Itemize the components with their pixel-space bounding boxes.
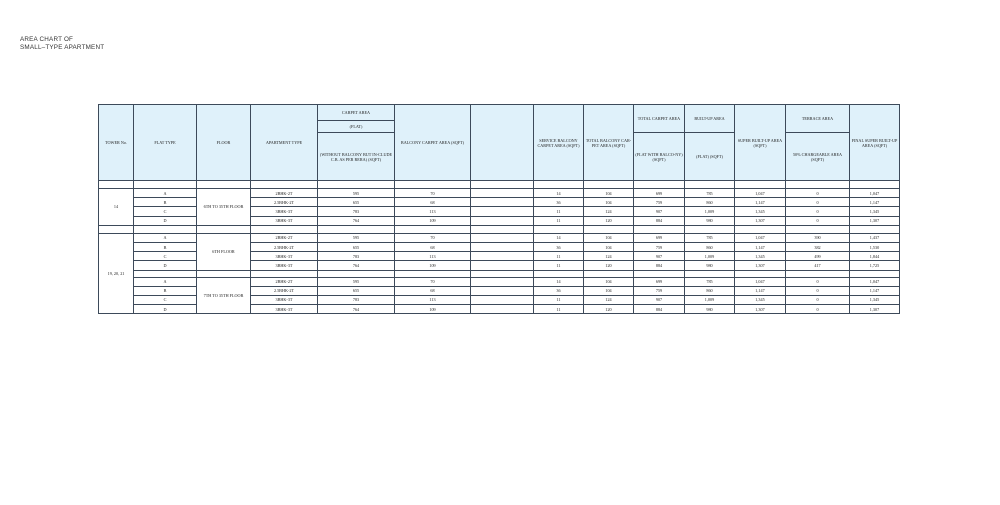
apartment-type-cell: 3BHK-3T bbox=[251, 252, 318, 261]
empty-cell bbox=[850, 270, 900, 277]
flat-type-cell: A bbox=[134, 277, 197, 286]
balcony-carpet-area-cell: 68 bbox=[395, 242, 471, 251]
balcony-carpet-area-cell: 70 bbox=[395, 233, 471, 242]
super-built-up-area-cell: 1,345 bbox=[735, 295, 786, 304]
empty-cell bbox=[197, 270, 251, 277]
carpet-area-cell: 783 bbox=[318, 207, 395, 216]
terrace-area-cell: 0 bbox=[786, 277, 850, 286]
header-apartment-type: APARTMENT TYPE bbox=[251, 105, 318, 181]
header-floor: FLOOR bbox=[197, 105, 251, 181]
super-built-up-area-cell: 1,307 bbox=[735, 216, 786, 225]
apartment-type-cell: 2BHK-2T bbox=[251, 189, 318, 198]
apartment-type-cell: 2BHK-2T bbox=[251, 233, 318, 242]
built-up-area-cell: 980 bbox=[685, 216, 735, 225]
final-super-built-up-area-cell: 1,147 bbox=[850, 198, 900, 207]
table-header bbox=[99, 105, 900, 181]
balcony-carpet-area-cell: 109 bbox=[395, 216, 471, 225]
built-up-area-cell: 1,009 bbox=[685, 252, 735, 261]
header-built-up-note: (FLAT) (SQFT) bbox=[685, 133, 735, 181]
page-title-line-1: AREA CHART OF bbox=[20, 36, 74, 43]
blank-cell bbox=[471, 189, 534, 198]
built-up-area-cell: 785 bbox=[685, 189, 735, 198]
terrace-area-cell: 0 bbox=[786, 198, 850, 207]
built-up-area-cell: 785 bbox=[685, 277, 735, 286]
empty-cell bbox=[850, 181, 900, 189]
total-carpet-area-cell: 907 bbox=[634, 207, 685, 216]
empty-cell bbox=[786, 270, 850, 277]
empty-cell bbox=[318, 270, 395, 277]
empty-cell bbox=[134, 181, 197, 189]
terrace-area-cell: 0 bbox=[786, 189, 850, 198]
final-super-built-up-area-cell: 1,844 bbox=[850, 252, 900, 261]
empty-cell bbox=[786, 225, 850, 233]
balcony-carpet-area-cell: 70 bbox=[395, 189, 471, 198]
blank-cell bbox=[471, 233, 534, 242]
empty-cell bbox=[634, 270, 685, 277]
balcony-carpet-area-cell: 109 bbox=[395, 261, 471, 270]
flat-type-cell: A bbox=[134, 189, 197, 198]
floor-cell: 6TH TO 35TH FLOOR bbox=[197, 189, 251, 226]
total-carpet-area-cell: 699 bbox=[634, 233, 685, 242]
empty-cell bbox=[471, 270, 534, 277]
built-up-area-cell: 980 bbox=[685, 305, 735, 314]
flat-type-cell: C bbox=[134, 252, 197, 261]
empty-cell bbox=[735, 225, 786, 233]
final-super-built-up-area-cell: 1,047 bbox=[850, 189, 900, 198]
table-body bbox=[99, 181, 900, 314]
flat-type-cell: C bbox=[134, 207, 197, 216]
empty-cell bbox=[735, 270, 786, 277]
service-balcony-cell: 11 bbox=[534, 216, 584, 225]
built-up-area-cell: 1,009 bbox=[685, 207, 735, 216]
total-carpet-area-cell: 759 bbox=[634, 198, 685, 207]
blank-cell bbox=[471, 295, 534, 304]
table-row bbox=[99, 189, 900, 198]
empty-cell bbox=[251, 225, 318, 233]
empty-cell bbox=[584, 270, 634, 277]
service-balcony-cell: 11 bbox=[534, 261, 584, 270]
terrace-area-cell: 417 bbox=[786, 261, 850, 270]
empty-cell bbox=[318, 181, 395, 189]
blank-cell bbox=[471, 198, 534, 207]
flat-type-cell: B bbox=[134, 242, 197, 251]
blank-cell bbox=[471, 207, 534, 216]
balcony-carpet-area-cell: 113 bbox=[395, 252, 471, 261]
blank-cell bbox=[471, 305, 534, 314]
blank-cell bbox=[471, 286, 534, 295]
header-carpet-flat: (FLAT) bbox=[318, 121, 395, 133]
carpet-area-cell: 764 bbox=[318, 305, 395, 314]
blank-cell bbox=[471, 216, 534, 225]
flat-type-cell: D bbox=[134, 216, 197, 225]
empty-cell bbox=[534, 270, 584, 277]
super-built-up-area-cell: 1,147 bbox=[735, 198, 786, 207]
blank-cell bbox=[471, 277, 534, 286]
super-built-up-area-cell: 1,345 bbox=[735, 207, 786, 216]
terrace-area-cell: 382 bbox=[786, 242, 850, 251]
service-balcony-cell: 36 bbox=[534, 286, 584, 295]
header-tower-no: TOWER No. bbox=[99, 105, 134, 181]
empty-cell bbox=[251, 270, 318, 277]
header-carpet-note: (WITHOUT BALCONY BUT IN-CLUDE C.B. AS PER RERA) (SQFT) bbox=[318, 133, 395, 181]
empty-cell bbox=[99, 225, 134, 233]
apartment-type-cell: 3BHK-3T bbox=[251, 261, 318, 270]
flat-type-cell: B bbox=[134, 198, 197, 207]
empty-cell bbox=[534, 181, 584, 189]
page-title-line-2: SMALL–TYPE APARTMENT bbox=[20, 43, 105, 51]
flat-type-cell: D bbox=[134, 261, 197, 270]
flat-type-cell: D bbox=[134, 305, 197, 314]
flat-type-cell: C bbox=[134, 295, 197, 304]
balcony-carpet-area-cell: 109 bbox=[395, 305, 471, 314]
total-balcony-cell: 124 bbox=[584, 252, 634, 261]
built-up-area-cell: 860 bbox=[685, 198, 735, 207]
empty-cell bbox=[395, 270, 471, 277]
empty-cell bbox=[685, 225, 735, 233]
built-up-area-cell: 860 bbox=[685, 286, 735, 295]
total-carpet-area-cell: 884 bbox=[634, 261, 685, 270]
apartment-type-cell: 3BHK-3T bbox=[251, 305, 318, 314]
table-row bbox=[99, 277, 900, 286]
total-balcony-cell: 104 bbox=[584, 198, 634, 207]
carpet-area-cell: 764 bbox=[318, 261, 395, 270]
apartment-type-cell: 2.5BHK-2T bbox=[251, 242, 318, 251]
empty-cell bbox=[395, 225, 471, 233]
header-terrace-note: 50% CHARGEABLE AREA (SQFT) bbox=[786, 133, 850, 181]
final-super-built-up-area-cell: 1,147 bbox=[850, 286, 900, 295]
header-blank bbox=[471, 105, 534, 181]
apartment-type-cell: 3BHK-3T bbox=[251, 216, 318, 225]
empty-cell bbox=[318, 225, 395, 233]
header-final-super-built-up-area: FINAL SUPER BUILT-UP AREA (SQFT) bbox=[850, 105, 900, 181]
total-balcony-cell: 104 bbox=[584, 233, 634, 242]
flat-type-cell: A bbox=[134, 233, 197, 242]
tower-no-cell: 14 bbox=[99, 189, 134, 226]
empty-cell bbox=[197, 181, 251, 189]
final-super-built-up-area-cell: 1,725 bbox=[850, 261, 900, 270]
floor-cell: 6TH FLOOR bbox=[197, 233, 251, 270]
empty-cell bbox=[534, 225, 584, 233]
total-balcony-cell: 104 bbox=[584, 286, 634, 295]
blank-cell bbox=[471, 252, 534, 261]
total-balcony-cell: 120 bbox=[584, 305, 634, 314]
empty-cell bbox=[471, 181, 534, 189]
apartment-type-cell: 2BHK-2T bbox=[251, 277, 318, 286]
carpet-area-cell: 655 bbox=[318, 286, 395, 295]
apartment-type-cell: 3BHK-3T bbox=[251, 295, 318, 304]
tower-no-cell: 19, 20, 21 bbox=[99, 233, 134, 314]
header-carpet-area: CARPET AREA bbox=[318, 105, 395, 121]
built-up-area-cell: 860 bbox=[685, 242, 735, 251]
empty-cell bbox=[634, 225, 685, 233]
carpet-area-cell: 655 bbox=[318, 242, 395, 251]
final-super-built-up-area-cell: 1,307 bbox=[850, 305, 900, 314]
carpet-area-cell: 764 bbox=[318, 216, 395, 225]
total-carpet-area-cell: 699 bbox=[634, 189, 685, 198]
final-super-built-up-area-cell: 1,047 bbox=[850, 277, 900, 286]
floor-cell: 7TH TO 35TH FLOOR bbox=[197, 277, 251, 314]
super-built-up-area-cell: 1,047 bbox=[735, 277, 786, 286]
final-super-built-up-area-cell: 1,345 bbox=[850, 207, 900, 216]
apartment-type-cell: 2.5BHK-2T bbox=[251, 286, 318, 295]
service-balcony-cell: 11 bbox=[534, 207, 584, 216]
header-super-built-up-area: SUPER BUILT-UP AREA (SQFT) bbox=[735, 105, 786, 181]
total-balcony-cell: 120 bbox=[584, 261, 634, 270]
balcony-carpet-area-cell: 70 bbox=[395, 277, 471, 286]
carpet-area-cell: 595 bbox=[318, 277, 395, 286]
empty-cell bbox=[134, 270, 197, 277]
empty-cell bbox=[685, 270, 735, 277]
empty-cell bbox=[197, 225, 251, 233]
service-balcony-cell: 11 bbox=[534, 252, 584, 261]
total-carpet-area-cell: 907 bbox=[634, 295, 685, 304]
spacer-row bbox=[99, 181, 900, 189]
service-balcony-cell: 36 bbox=[534, 242, 584, 251]
service-balcony-cell: 36 bbox=[534, 198, 584, 207]
apartment-type-cell: 3BHK-3T bbox=[251, 207, 318, 216]
sep-row bbox=[99, 270, 900, 277]
super-built-up-area-cell: 1,047 bbox=[735, 233, 786, 242]
empty-cell bbox=[685, 181, 735, 189]
empty-cell bbox=[251, 181, 318, 189]
total-carpet-area-cell: 759 bbox=[634, 242, 685, 251]
carpet-area-cell: 595 bbox=[318, 189, 395, 198]
empty-cell bbox=[395, 181, 471, 189]
flat-type-cell: B bbox=[134, 286, 197, 295]
super-built-up-area-cell: 1,147 bbox=[735, 286, 786, 295]
super-built-up-area-cell: 1,047 bbox=[735, 189, 786, 198]
balcony-carpet-area-cell: 68 bbox=[395, 198, 471, 207]
empty-cell bbox=[634, 181, 685, 189]
service-balcony-cell: 14 bbox=[534, 189, 584, 198]
header-total-carpet-area: TOTAL CARPET AREA bbox=[634, 105, 685, 133]
header-flat-type: FLAT TYPE bbox=[134, 105, 197, 181]
built-up-area-cell: 785 bbox=[685, 233, 735, 242]
balcony-carpet-area-cell: 68 bbox=[395, 286, 471, 295]
header-built-up-area: BUILT-UP AREA bbox=[685, 105, 735, 133]
terrace-area-cell: 0 bbox=[786, 295, 850, 304]
empty-cell bbox=[850, 225, 900, 233]
final-super-built-up-area-cell: 1,437 bbox=[850, 233, 900, 242]
total-balcony-cell: 104 bbox=[584, 189, 634, 198]
super-built-up-area-cell: 1,345 bbox=[735, 252, 786, 261]
header-total-balcony: TOTAL BALCONY CAR-PET AREA (SQFT) bbox=[584, 105, 634, 181]
empty-cell bbox=[99, 181, 134, 189]
service-balcony-cell: 11 bbox=[534, 305, 584, 314]
total-balcony-cell: 120 bbox=[584, 216, 634, 225]
balcony-carpet-area-cell: 113 bbox=[395, 207, 471, 216]
service-balcony-cell: 14 bbox=[534, 233, 584, 242]
total-carpet-area-cell: 759 bbox=[634, 286, 685, 295]
empty-cell bbox=[584, 225, 634, 233]
terrace-area-cell: 0 bbox=[786, 216, 850, 225]
header-total-carpet-note: (FLAT WITH BALCO-NY) (SQFT) bbox=[634, 133, 685, 181]
terrace-area-cell: 390 bbox=[786, 233, 850, 242]
total-balcony-cell: 124 bbox=[584, 295, 634, 304]
total-carpet-area-cell: 884 bbox=[634, 305, 685, 314]
super-built-up-area-cell: 1,307 bbox=[735, 305, 786, 314]
header-balcony-carpet-area: BALCONY CARPET AREA (SQFT) bbox=[395, 105, 471, 181]
total-carpet-area-cell: 907 bbox=[634, 252, 685, 261]
carpet-area-cell: 595 bbox=[318, 233, 395, 242]
service-balcony-cell: 11 bbox=[534, 295, 584, 304]
balcony-carpet-area-cell: 113 bbox=[395, 295, 471, 304]
service-balcony-cell: 14 bbox=[534, 277, 584, 286]
blank-cell bbox=[471, 242, 534, 251]
terrace-area-cell: 0 bbox=[786, 207, 850, 216]
super-built-up-area-cell: 1,307 bbox=[735, 261, 786, 270]
carpet-area-cell: 655 bbox=[318, 198, 395, 207]
table-row bbox=[99, 233, 900, 242]
page-title bbox=[20, 36, 104, 51]
empty-cell bbox=[471, 225, 534, 233]
empty-cell bbox=[584, 181, 634, 189]
terrace-area-cell: 0 bbox=[786, 305, 850, 314]
empty-cell bbox=[735, 181, 786, 189]
final-super-built-up-area-cell: 1,307 bbox=[850, 216, 900, 225]
spacer-row bbox=[99, 225, 900, 233]
carpet-area-cell: 783 bbox=[318, 252, 395, 261]
apartment-type-cell: 2.5BHK-2T bbox=[251, 198, 318, 207]
total-carpet-area-cell: 884 bbox=[634, 216, 685, 225]
final-super-built-up-area-cell: 1,530 bbox=[850, 242, 900, 251]
empty-cell bbox=[786, 181, 850, 189]
empty-cell bbox=[134, 225, 197, 233]
blank-cell bbox=[471, 261, 534, 270]
area-chart-table bbox=[98, 104, 900, 314]
final-super-built-up-area-cell: 1,345 bbox=[850, 295, 900, 304]
total-carpet-area-cell: 699 bbox=[634, 277, 685, 286]
header-terrace-area: TERRACE AREA bbox=[786, 105, 850, 133]
carpet-area-cell: 783 bbox=[318, 295, 395, 304]
header-service-balcony: SERVICE BALCONY CARPET AREA (SQFT) bbox=[534, 105, 584, 181]
terrace-area-cell: 499 bbox=[786, 252, 850, 261]
total-balcony-cell: 104 bbox=[584, 277, 634, 286]
built-up-area-cell: 980 bbox=[685, 261, 735, 270]
total-balcony-cell: 124 bbox=[584, 207, 634, 216]
built-up-area-cell: 1,009 bbox=[685, 295, 735, 304]
total-balcony-cell: 104 bbox=[584, 242, 634, 251]
terrace-area-cell: 0 bbox=[786, 286, 850, 295]
super-built-up-area-cell: 1,147 bbox=[735, 242, 786, 251]
